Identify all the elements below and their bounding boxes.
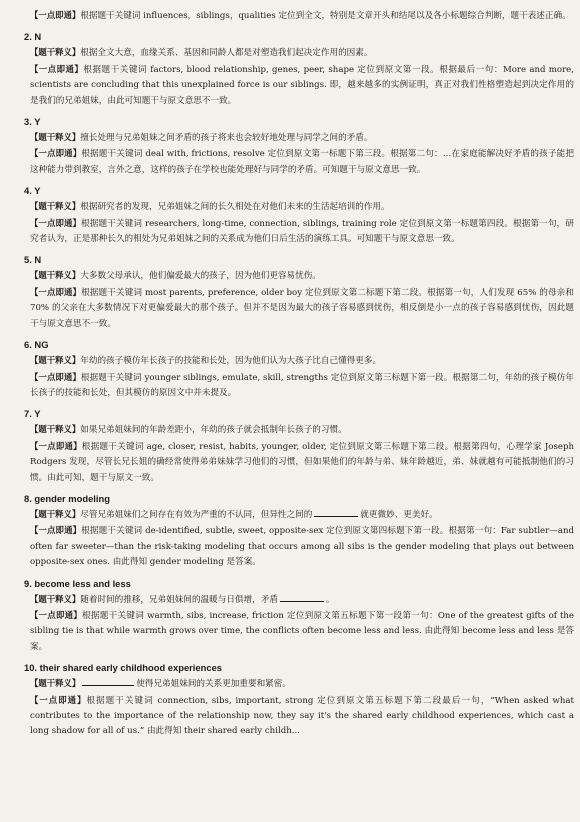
section-tag: 【题干释义】 <box>30 201 81 212</box>
section-tag: 【题干释义】 <box>30 508 81 519</box>
explanation-paraphrase <box>30 422 574 438</box>
explanation-locate <box>30 285 574 332</box>
answer-number: 2. N <box>24 31 42 43</box>
explanation-text: 使得兄弟姐妹间的关系更加重要和紧密。 <box>136 679 291 690</box>
answer-number: 3. Y <box>24 116 41 128</box>
section-tag: 【一点即通】 <box>30 694 87 705</box>
answer-number: 5. N <box>24 254 42 266</box>
explanation-text: 尽管兄弟姐妹们之间存在有效为严重的不认同，但异性之间的 <box>80 509 313 520</box>
section-tag: 【一点即通】 <box>30 63 84 74</box>
answer-item <box>10 407 574 486</box>
answer-number: 8. gender modeling <box>24 492 110 504</box>
answer-item <box>10 492 574 571</box>
section-tag: 【题干释义】 <box>30 270 81 281</box>
explanation-locate <box>30 62 574 109</box>
explanation-text: 根据题干关键词 most parents, preference, older boy 定位到原文第二标题下第二段。根据第一句，人们发现 65% 的母亲和 70% 的父亲在大多数情况下对更偏爱最大的那个孩子。但并不是因为最大的孩子容易感到忧伤，相反倒是小一点的孩子容易感到忧伤，因此题干与原文意思不一致。 <box>30 287 574 329</box>
answer-item <box>10 577 574 656</box>
explanation-locate <box>30 693 574 740</box>
explanation-text: 根据研究者的发现，兄弟姐妹之间的长久相处在对他们未来的生活起培训的作用。 <box>80 202 390 213</box>
explanation-text: 擅长处理与兄弟姐妹之间矛盾的孩子将来也会较好地处理与同学之间的矛盾。 <box>80 133 373 144</box>
explanation-text: 。 <box>325 594 335 605</box>
explanation-text: 根据题干关键词 warmth, sibs, increase, friction 定位到原文第五标题下第一段第一句：One of the greatest gifts of the sibling tie is that while warmth grows over time, the conflicts often become less and less. 由此得知 become less and less 是答案。 <box>30 610 574 652</box>
answer-number: 6. NG <box>24 339 49 351</box>
answer-item <box>10 30 574 109</box>
answer-key-page <box>10 8 574 816</box>
answer-item <box>10 184 574 247</box>
explanation-locate <box>30 608 574 655</box>
explanation-paraphrase <box>30 676 574 692</box>
explanation-locate <box>30 146 574 178</box>
answer-item <box>10 253 574 332</box>
explanation-locate <box>30 439 574 486</box>
answer-item <box>10 338 574 401</box>
answer-number: 9. become less and less <box>24 577 131 589</box>
answer-number: 10. their shared early childhood experiences <box>24 662 222 674</box>
explanation-paraphrase <box>30 199 574 215</box>
answer-number: 7. Y <box>24 408 41 420</box>
section-tag: 【一点即通】 <box>30 148 82 159</box>
section-tag: 【一点即通】 <box>30 371 81 382</box>
explanation-text: 根据题干关键词 younger siblings, emulate, skill, strengths 定位到原文第三标题下第一段。根据第二句，年幼的孩子模仿年长孩子的技能和长处，但其模仿的原因文中并未提及。 <box>30 372 574 398</box>
section-tag: 【一点即通】 <box>30 440 82 451</box>
intro-text: 根据题干关键词 influences，siblings，qualities 定位到全文，特别是文章开头和结尾以及各小标题综合判断，题干表述正确。 <box>80 11 571 21</box>
fill-blank <box>82 676 134 686</box>
explanation-text: 根据题干关键词 de-identified, subtle, sweet, opposite-sex 定位到原文第四标题下第一段。根据第一句：Far subtler—and often far sweeter—than the risk-taking modeling that occurs among all sibs is the gender modeling that plays out between opposite-sex ones. 由此得知 gender modeling 是答案。 <box>30 526 574 568</box>
answer-number: 4. Y <box>24 185 41 197</box>
explanation-text: 根据全文大意，血缘关系、基因和同龄人都是对塑造我们起决定作用的因素。 <box>80 48 373 59</box>
explanation-paraphrase <box>30 507 574 523</box>
section-tag: 【一点即通】 <box>30 609 82 620</box>
section-tag: 【题干释义】 <box>30 132 81 143</box>
explanation-text: 大多数父母承认，他们偏爱最大的孩子，因为他们更容易忧伤。 <box>80 271 321 282</box>
answer-item <box>10 661 574 740</box>
section-tag: 【一点即通】 <box>30 286 82 297</box>
section-tag: 【一点即通】 <box>30 525 82 536</box>
explanation-paraphrase <box>30 45 574 61</box>
explanation-locate <box>30 523 574 570</box>
intro-tag: 【一点即通】 <box>30 10 81 20</box>
explanation-paraphrase <box>30 592 574 608</box>
answer-items <box>10 30 574 739</box>
explanation-text: 根据题干关键词 connection, sibs, important, strong 定位到原文第五标题下第二段最后一句，“When asked what contributes to the importance of the relationship now, they say it's the shared early childhood experiences, which cast a long shadow for all of us.” 由此得知 their shared early childh... <box>30 695 574 737</box>
explanation-text: 就更微妙、更美好。 <box>360 509 438 520</box>
explanation-text: 根据题干关键词 deal with, frictions, resolve 定位到原文第一标题下第三段。根据第二句：…在家庭能解决好矛盾的孩子能把这种能力带到教室，言外之意，这样的孩子在学校也能处理好与同学的矛盾。可知题干与原文意思一致。 <box>30 149 574 175</box>
explanation-locate <box>30 370 574 402</box>
section-tag: 【题干释义】 <box>30 593 81 604</box>
explanation-text: 根据题干关键词 researchers, long-time, connection, siblings, training role 定位到原文第一标题第四段。根据第一句，研究者认为，正是那种长久的相处为兄弟姐妹之间的关系成为他们日后生活的演练工具。可知题干与原文意思一致。 <box>30 218 574 245</box>
section-tag: 【一点即通】 <box>30 217 82 228</box>
explanation-text: 根据题干关键词 age, closer, resist, habits, younger, older, 定位到原文第三标题下第二段。根据第四句，心理学家 Joseph Rodgers 发现，尽管长兄长姐的确经常使得弟弟妹妹学习他们的习惯，但如果他们的年龄与弟、妹年龄越近，弟、妹就越有可能抵制他们的习惯。由此可知，题干与原文一致。 <box>30 441 574 483</box>
explanation-text: 随着时间的推移，兄弟姐妹间的温暖与日俱增，矛盾 <box>80 594 278 605</box>
explanation-text: 如果兄弟姐妹间的年龄差距小，年幼的孩子就会抵制年长孩子的习惯。 <box>80 425 347 436</box>
explanation-paraphrase <box>30 130 574 146</box>
section-tag: 【题干释义】 <box>30 678 81 689</box>
explanation-locate <box>30 216 574 248</box>
section-tag: 【题干释义】 <box>30 47 81 58</box>
section-tag: 【题干释义】 <box>30 424 81 435</box>
explanation-paraphrase <box>30 353 574 369</box>
answer-item <box>10 115 574 178</box>
section-tag: 【题干释义】 <box>30 355 81 366</box>
explanation-text: 根据题干关键词 factors, blood relationship, genes, peer, shape 定位到原文第一段。根据最后一句：More and more, scientists are concluding that this unexplained force is our siblings. 即，越来越多的实例证明，真正对我们性格塑造起到决定作用的是我们的兄弟姐妹，由此可知题干与原文意思不一致。 <box>30 64 574 106</box>
fill-blank <box>280 592 324 602</box>
intro-paragraph <box>30 8 574 24</box>
fill-blank <box>314 507 358 517</box>
explanation-text: 年幼的孩子模仿年长孩子的技能和长处，因为他们认为大孩子比自己懂得更多。 <box>80 356 382 367</box>
explanation-paraphrase <box>30 268 574 284</box>
